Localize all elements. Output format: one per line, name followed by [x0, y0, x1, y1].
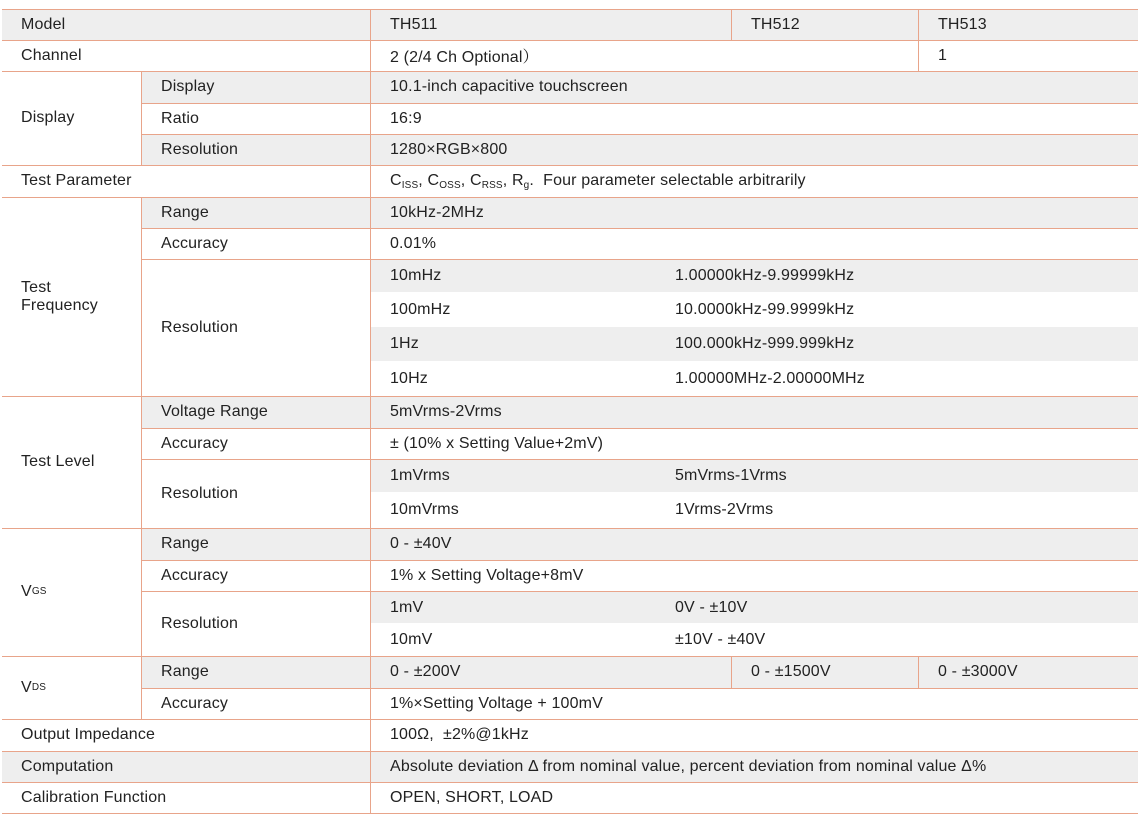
freq-res-step: 10Hz	[390, 369, 428, 387]
param-crss: $C_{RSS}$	[470, 172, 503, 191]
level-accuracy-label: Accuracy	[161, 434, 228, 452]
param-coss: $C_{OSS}$	[427, 172, 461, 191]
display-display-label: Display	[161, 78, 215, 95]
freq-res-range: 1.00000kHz-9.99999kHz	[675, 267, 855, 284]
test-parameter-value: $C_{ISS}$ , $C_{OSS}$ , $C_{RSS}$ , $R_g$ . Four parameter selectable arbitrarily	[390, 172, 806, 191]
display-resolution-value: 1280×RGB×800	[390, 140, 508, 158]
freq-range-value: 10kHz-2MHz	[390, 203, 484, 221]
display-resolution-label: Resolution	[161, 140, 239, 158]
level-accuracy-value: ± (10% x Setting Value+2mV)	[390, 434, 604, 452]
param-rg: $R_g$	[511, 172, 530, 191]
vgs-res-range: 0V - ±10V	[675, 598, 748, 616]
level-voltage-range-label: Voltage Range	[161, 403, 268, 420]
display-display-value: 10.1-inch capacitive touchscreen	[390, 78, 628, 95]
vgs-res-step: 10mV	[390, 630, 433, 648]
vds-label: V DS	[21, 678, 47, 696]
level-res-range: 1Vrms-2Vrms	[675, 501, 774, 518]
vgs-accuracy-value: 1% x Setting Voltage+8mV	[390, 566, 584, 584]
vds-range-th512: 0 - ±1500V	[751, 663, 831, 680]
vgs-res-step: 1mV	[390, 598, 424, 616]
model-th511: TH511	[390, 15, 438, 33]
vgs-res-range: ±10V - ±40V	[675, 630, 766, 648]
vds-range-th513: 0 - ±3000V	[938, 663, 1018, 680]
vds-accuracy-label: Accuracy	[161, 694, 228, 712]
display-ratio-value: 16:9	[390, 109, 422, 127]
vgs-range-label: Range	[161, 535, 209, 552]
test-parameter-label: Test Parameter	[21, 172, 132, 189]
param-ciss: $C_{ISS}$	[390, 172, 419, 191]
channel-label: Channel	[21, 46, 82, 64]
channel-th511-th512: 2 (2/4 Ch Optional）	[390, 49, 539, 66]
model-th513: TH513	[938, 15, 987, 33]
vgs-accuracy-label: Accuracy	[161, 566, 228, 584]
display-ratio-label: Ratio	[161, 109, 200, 127]
vgs-label: V GS	[21, 583, 47, 600]
computation-label: Computation	[21, 757, 114, 775]
freq-res-step: 10mHz	[390, 267, 442, 284]
vds-range-label: Range	[161, 663, 209, 680]
level-res-step: 1mVrms	[390, 467, 450, 484]
test-level-label: Test Level	[21, 453, 95, 470]
output-impedance-value: 100Ω, ±2%@1kHz	[390, 726, 529, 743]
vds-range-th511: 0 - ±200V	[390, 663, 461, 680]
vgs-range-value: 0 - ±40V	[390, 535, 452, 552]
level-voltage-range-value: 5mVrms-2Vrms	[390, 403, 502, 420]
level-res-range: 5mVrms-1Vrms	[675, 467, 787, 484]
freq-res-range: 10.0000kHz-99.9999kHz	[675, 300, 855, 318]
freq-accuracy-label: Accuracy	[161, 234, 228, 252]
computation-value: Absolute deviation Δ from nominal value, percent deviation from nominal value Δ%	[390, 757, 987, 775]
freq-range-label: Range	[161, 203, 209, 221]
freq-res-step: 1Hz	[390, 335, 419, 352]
channel-th513: 1	[938, 46, 948, 64]
freq-res-range: 1.00000MHz-2.00000MHz	[675, 369, 865, 387]
freq-accuracy-value: 0.01%	[390, 234, 437, 252]
vds-accuracy-value: 1%×Setting Voltage + 100mV	[390, 694, 603, 712]
freq-resolution-label: Resolution	[161, 318, 239, 336]
display-group-label: Display	[21, 109, 75, 126]
calibration-value: OPEN, SHORT, LOAD	[390, 788, 554, 806]
level-res-step: 10mVrms	[390, 501, 459, 518]
freq-res-step: 100mHz	[390, 300, 451, 318]
rule	[2, 813, 1138, 814]
model-label: Model	[21, 15, 66, 33]
level-resolution-label: Resolution	[161, 484, 239, 502]
output-impedance-label: Output Impedance	[21, 726, 156, 743]
test-frequency-label: Test Frequency	[21, 278, 98, 314]
vgs-resolution-label: Resolution	[161, 614, 239, 632]
freq-res-range: 100.000kHz-999.999kHz	[675, 335, 855, 352]
calibration-label: Calibration Function	[21, 788, 167, 806]
model-th512: TH512	[751, 15, 800, 33]
